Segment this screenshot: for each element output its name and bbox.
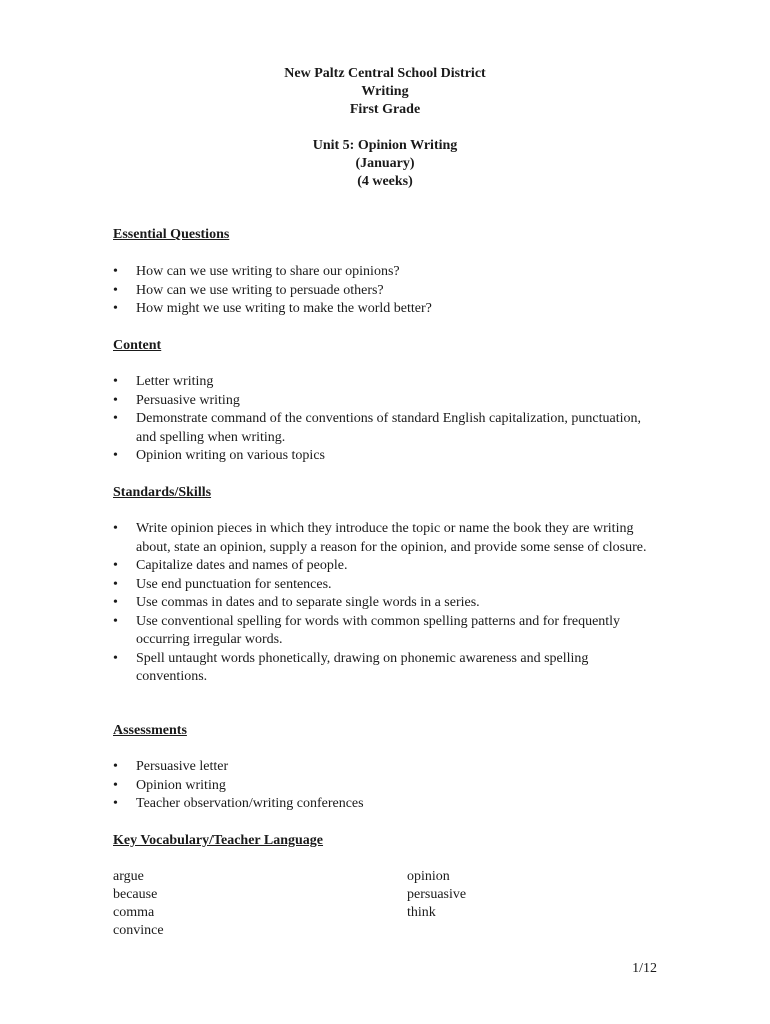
unit-month: (January) xyxy=(355,156,415,171)
list-item: • Opinion writing on various topics xyxy=(113,447,653,466)
page-number: 1/12 xyxy=(632,961,657,976)
list-item: • Persuasive letter xyxy=(113,758,653,777)
unit-duration: (4 weeks) xyxy=(357,174,413,189)
vocabulary-heading: Key Vocabulary/Teacher Language xyxy=(113,833,324,848)
list-item: • Opinion writing xyxy=(113,777,653,796)
vocabulary-term: think xyxy=(407,905,436,920)
list-item: • Demonstrate command of the conventions of standard English capitalization, punctuation, and spelling when writing. xyxy=(113,410,653,447)
standards-list xyxy=(113,520,653,687)
list-item: • Capitalize dates and names of people. xyxy=(113,557,653,576)
vocabulary-term: because xyxy=(113,887,158,902)
vocabulary-term: opinion xyxy=(407,869,450,884)
standards-heading: Standards/Skills xyxy=(113,485,212,500)
list-item: • Write opinion pieces in which they introduce the topic or name the book they are writing about, state an opinion, supply a reason for the opinion, and provide some sense of closure. xyxy=(113,520,653,557)
vocabulary-term: persuasive xyxy=(407,887,467,902)
vocabulary-term: argue xyxy=(113,869,144,884)
subject-title: Writing xyxy=(361,84,409,99)
vocabulary-column-2 xyxy=(407,868,466,922)
essential-questions-heading: Essential Questions xyxy=(113,227,230,242)
assessments-list xyxy=(113,758,653,814)
district-title: New Paltz Central School District xyxy=(284,66,486,81)
unit-title: Unit 5: Opinion Writing xyxy=(312,138,458,153)
list-item: • Use end punctuation for sentences. xyxy=(113,576,653,595)
list-item: • How might we use writing to make the world better? xyxy=(113,300,653,319)
list-item: • Spell untaught words phonetically, drawing on phonemic awareness and spelling conventions. xyxy=(113,650,653,687)
content-list xyxy=(113,373,653,466)
assessments-heading: Assessments xyxy=(113,723,187,738)
vocabulary-column-1 xyxy=(113,868,164,940)
content-heading: Content xyxy=(113,338,162,353)
assessments-section xyxy=(113,722,653,814)
document-header xyxy=(0,65,770,191)
grade-title: First Grade xyxy=(349,102,421,117)
standards-section xyxy=(113,484,653,687)
content-section xyxy=(113,337,653,466)
list-item: • Letter writing xyxy=(113,373,653,392)
vocabulary-section xyxy=(113,832,653,850)
vocabulary-term: convince xyxy=(113,923,164,938)
list-item: • How can we use writing to share our opinions? xyxy=(113,263,653,282)
essential-questions-section xyxy=(113,226,653,319)
list-item: • Use commas in dates and to separate single words in a series. xyxy=(113,594,653,613)
essential-questions-list xyxy=(113,263,653,319)
list-item: • Use conventional spelling for words with common spelling patterns and for frequently occurring irregular words. xyxy=(113,613,653,650)
list-item: • Teacher observation/writing conferences xyxy=(113,795,653,814)
list-item: • How can we use writing to persuade others? xyxy=(113,282,653,301)
vocabulary-term: comma xyxy=(113,905,155,920)
list-item: • Persuasive writing xyxy=(113,392,653,411)
